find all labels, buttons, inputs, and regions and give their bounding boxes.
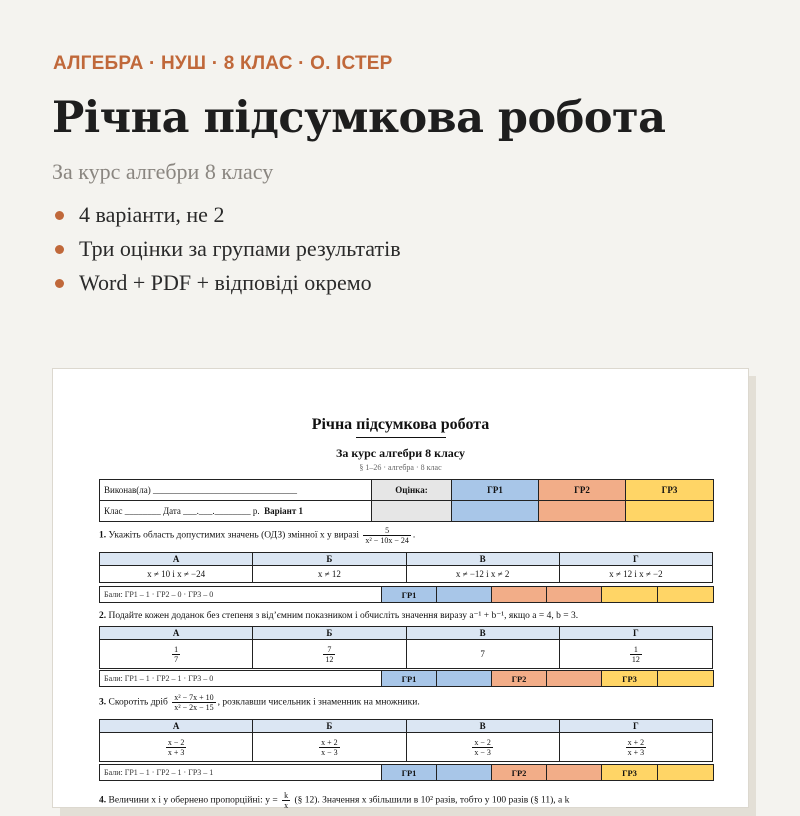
option-letter: В [406,553,559,566]
feature-item: Три оцінки за групами результатів [54,235,401,269]
worksheet-title: Річна підсумкова робота [311,416,490,433]
option-letter: Г [559,627,712,640]
gr1-cell [437,671,492,687]
bullet-dot-icon [55,245,64,254]
option-letter: Б [253,627,406,640]
gr1-tag: ГР1 [382,765,437,781]
option-value [253,733,406,762]
fraction: $\frac{x - 2}{x - 3}$ [474,737,491,757]
gr2-cell [492,587,547,603]
fraction: $\frac{\text{x² − 7x + 10}}{\text{x² − 2x − 15}}$ [174,693,214,712]
group-1-header: ГР1 [452,480,539,501]
fraction: $\frac{k}{x}$ [284,791,289,810]
bullet-dot-icon [55,279,64,288]
group-1-score [452,501,539,522]
q1-score-row [99,586,714,603]
gr1-tag: ГР1 [382,587,437,603]
question-1: 1. Укажіть область допустимих значень (ОДЗ) змінної x у виразі $\frac{5}{\text{x² − 10x − 24}}$ . [99,526,416,545]
gr3-cell [658,765,714,781]
group-3-header: ГР3 [626,480,714,501]
option-value: 7 [406,640,559,669]
grade-label: Оцінка: [372,480,452,501]
gr1-tag: ГР1 [382,671,437,687]
fraction: $\frac{1}{7}$ [174,644,179,664]
question-4: 4. Величини x і y обернено пропорційні: y = $\frac{k}{x}$ (§ 12). Значення x збільшили в 10² разів, тобто у 100 разів (§ 11), а k [99,791,570,810]
feature-item: Word + PDF + відповіді окремо [54,269,401,303]
option-value [559,640,712,669]
class-date-field: Клас ________ Дата ___.___.________ р. Варіант 1 [100,501,372,522]
q2-score-row [99,670,714,687]
group-2-header: ГР2 [539,480,626,501]
question-3: 3. Скоротіть дріб $\frac{\text{x² − 7x + 10}}{\text{x² − 2x − 15}}$ , розклавши чисельник і знаменник на множники. [99,693,420,712]
bullet-dot-icon [55,211,64,220]
performer-field: Виконав(ла) ________________________________ [100,480,372,501]
group-2-score [539,501,626,522]
option-letter: А [100,720,253,733]
option-value [406,733,559,762]
gr2-tag: ГР2 [492,765,547,781]
question-2: 2. Подайте кожен доданок без степеня з від’ємним показником і обчисліть значення виразу a⁻¹ + b⁻¹, якщо a = 4, b = 3. [99,611,579,621]
option-letter: В [406,720,559,733]
q1-options-table [99,552,713,583]
fraction: $\frac{x + 2}{x - 3}$ [321,737,338,757]
course-eyebrow: АЛГЕБРА · НУШ · 8 КЛАС · О. ІСТЕР [53,53,393,74]
option-value [559,733,712,762]
option-value: x ≠ −12 і x ≠ 2 [406,566,559,583]
q3-options-table [99,719,713,762]
gr2-cell [547,765,602,781]
q3-score-row [99,764,714,781]
option-letter: А [100,553,253,566]
fraction: $\frac{7}{12}$ [325,644,334,664]
fraction: $\frac{5}{\text{x² − 10x − 24}}$ [365,526,409,545]
grade-empty [372,501,452,522]
feature-item: 4 варіанти, не 2 [54,201,401,235]
option-value: x ≠ 12 і x ≠ −2 [559,566,712,583]
q2-options-table [99,626,713,669]
option-letter: Г [559,553,712,566]
title-underline [356,437,446,438]
gr1-cell [437,587,492,603]
gr3-cell [658,587,714,603]
gr1-cell [437,765,492,781]
gr3-tag: ГР3 [602,765,658,781]
fraction: $\frac{1}{12}$ [631,644,640,664]
worksheet-meta: § 1–26 · алгебра · 8 клас [359,463,442,472]
gr3-cell [658,671,714,687]
feature-list [54,201,401,303]
page-subtitle: За курс алгебри 8 класу [52,159,274,184]
option-value [100,733,253,762]
option-value [253,640,406,669]
option-value: x ≠ 12 [253,566,406,583]
option-letter: Б [253,720,406,733]
fraction: $\frac{x + 2}{x + 3}$ [627,737,645,757]
group-3-score [626,501,714,522]
option-letter: Г [559,720,712,733]
score-breakdown: Бали: ГР1 – 1 · ГР2 – 0 · ГР3 – 0 [100,587,382,603]
option-value: x ≠ 10 і x ≠ −24 [100,566,253,583]
gr3-cell [602,587,658,603]
page-title: Річна підсумкова робота [52,93,666,143]
option-value [100,640,253,669]
option-letter: В [406,627,559,640]
gr2-cell [547,671,602,687]
gr2-tag: ГР2 [492,671,547,687]
score-breakdown: Бали: ГР1 – 1 · ГР2 – 1 · ГР3 – 1 [100,765,382,781]
gr3-tag: ГР3 [602,671,658,687]
fraction: $\frac{x - 2}{x + 3}$ [167,737,185,757]
worksheet-subtitle: За курс алгебри 8 класу [336,446,465,460]
variant-label: Варіант 1 [264,506,304,516]
option-letter: А [100,627,253,640]
gr2-cell [547,587,602,603]
worksheet-preview [52,368,749,808]
student-header-table [99,479,714,522]
option-letter: Б [253,553,406,566]
score-breakdown: Бали: ГР1 – 1 · ГР2 – 1 · ГР3 – 0 [100,671,382,687]
